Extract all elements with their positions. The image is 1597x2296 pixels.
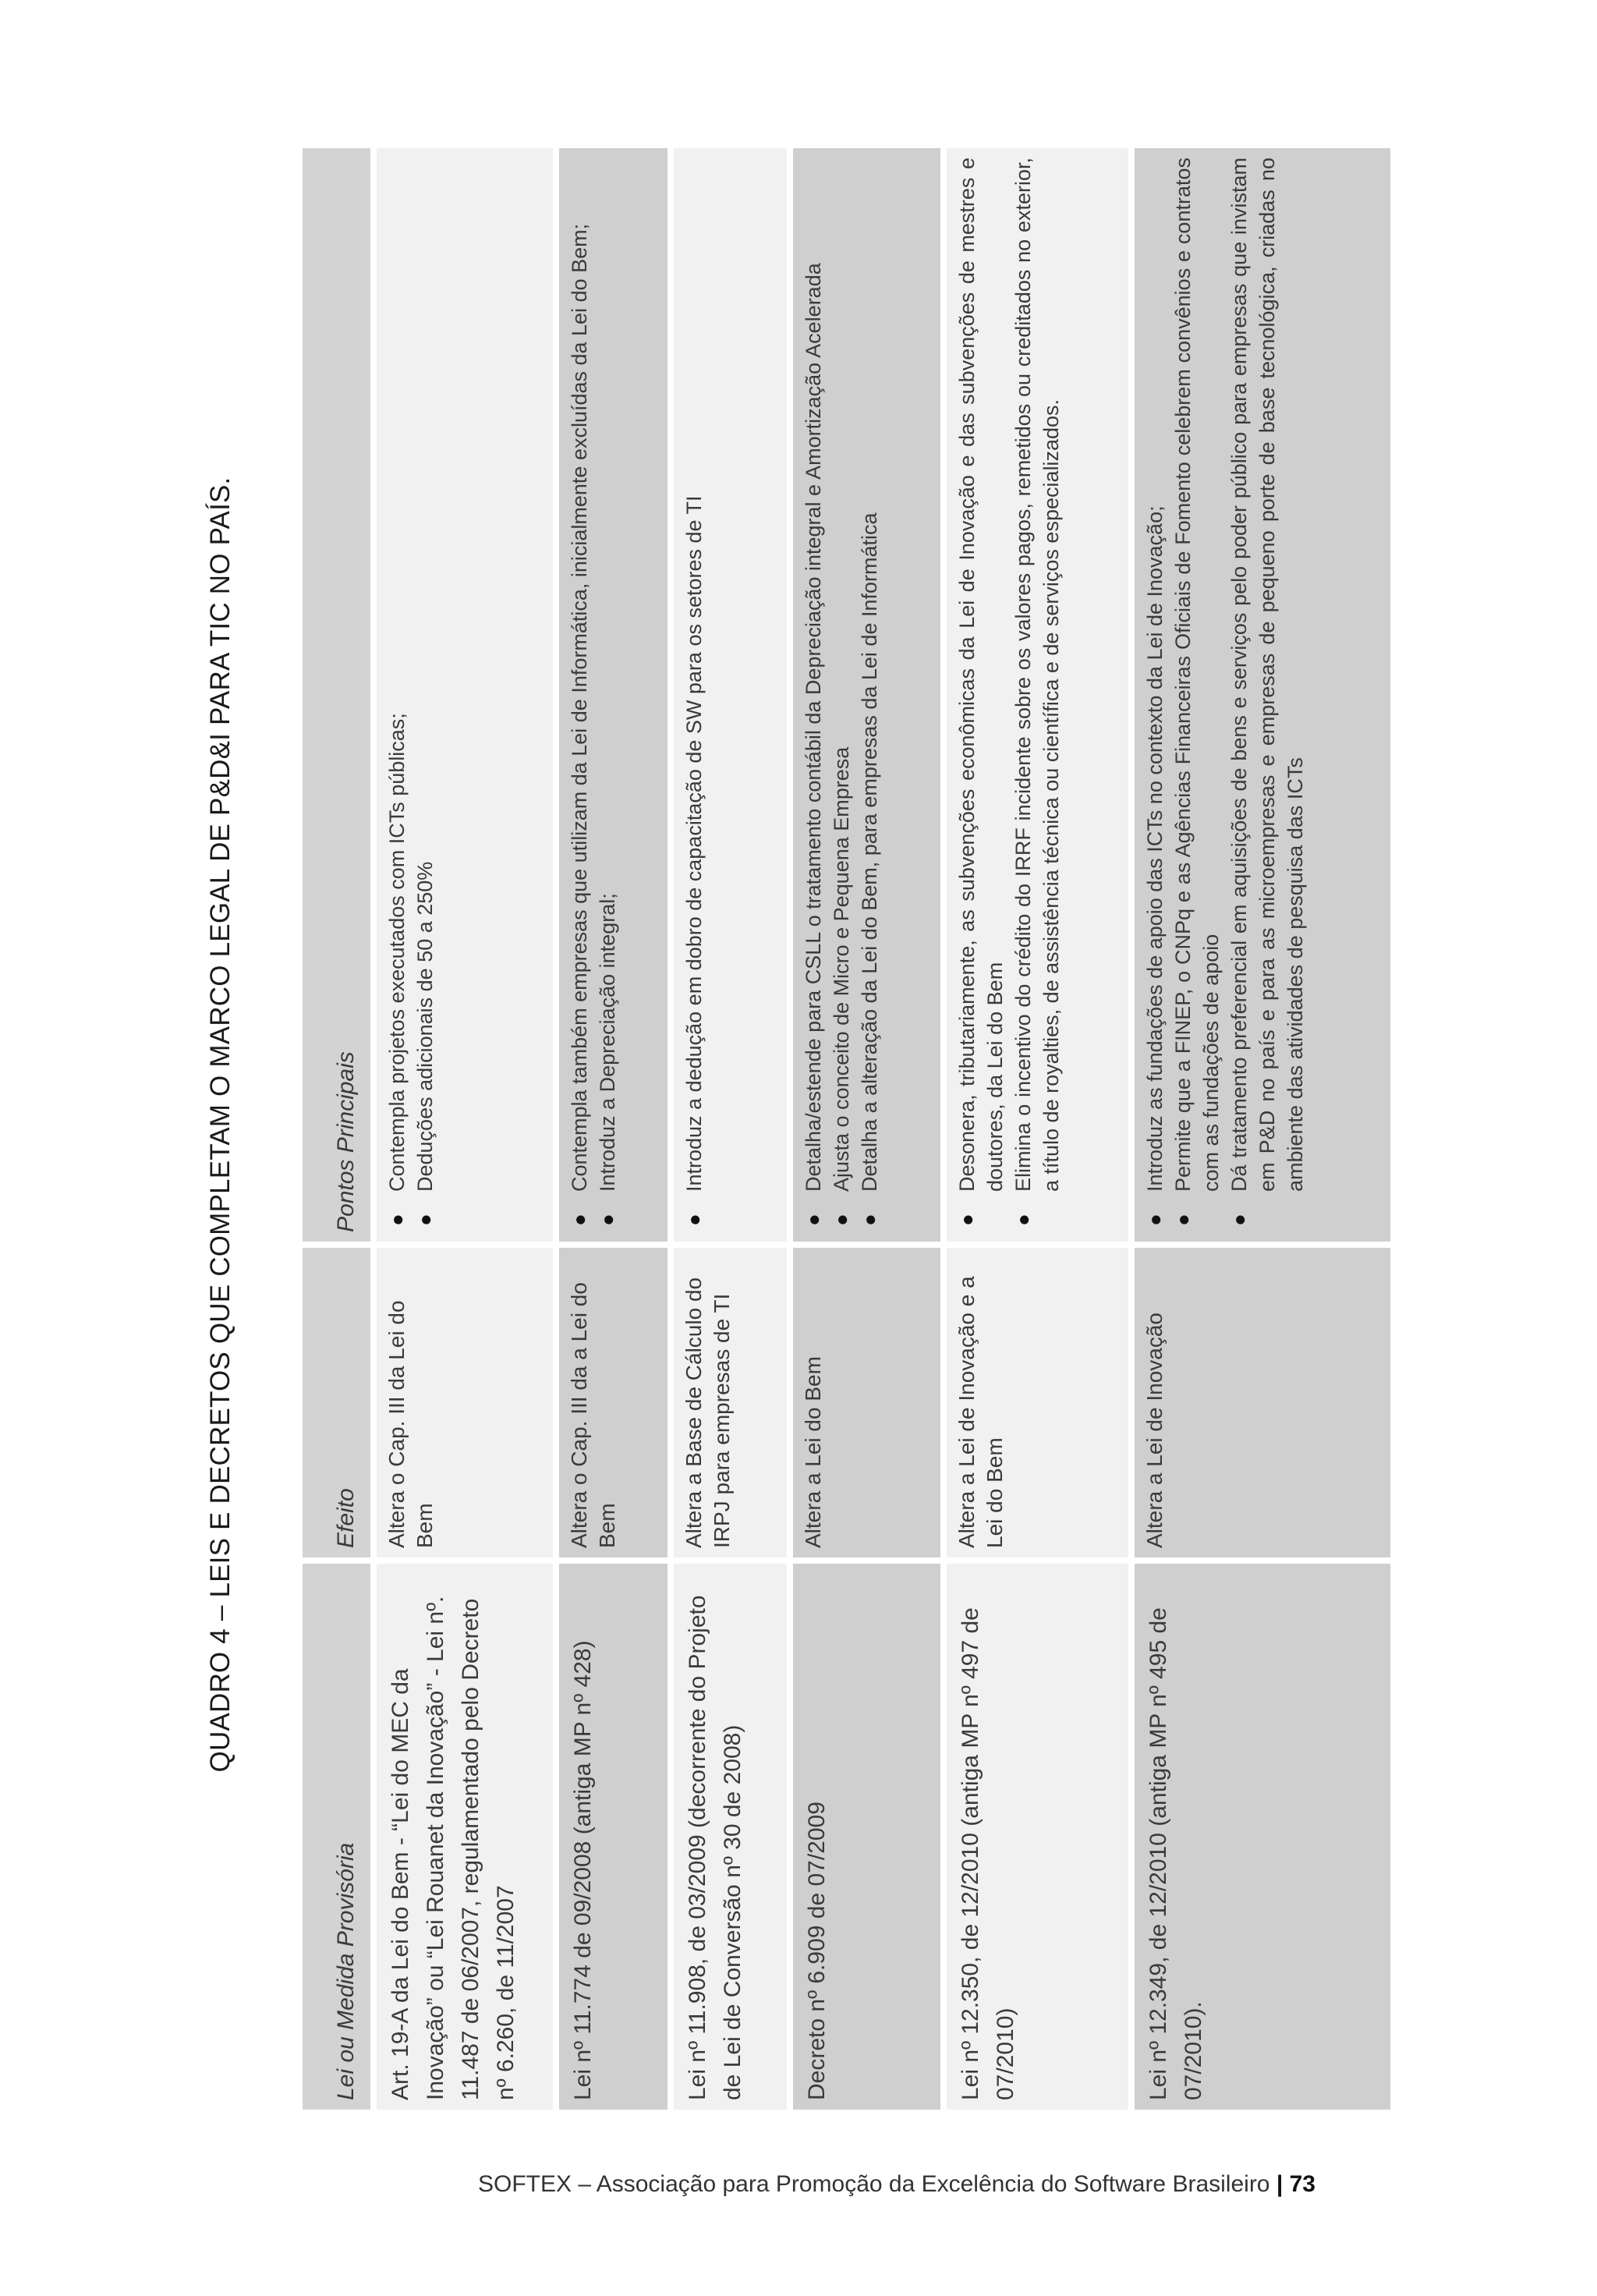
effect-cell: Altera a Lei de Inovação: [1135, 1248, 1390, 1557]
header-law: Lei ou Medida Provisória: [303, 1564, 370, 2110]
bullet-icon: ●: [830, 1214, 853, 1226]
header-effect: Efeito: [303, 1248, 370, 1557]
point-text: Introduz a Depreciação integral;: [596, 893, 619, 1192]
point-text: Ajusta o conceito de Micro e Pequena Empresa: [830, 746, 853, 1192]
point-item: [1141, 158, 1169, 1232]
bullet-icon: ●: [1143, 1214, 1167, 1226]
point-text: Contempla projetos executados com ICTs públicas;: [385, 713, 409, 1192]
header-points: Pontos Principais: [303, 148, 370, 1242]
bullet-icon: ●: [1227, 1214, 1251, 1226]
law-cell: Art. 19-A da Lei do Bem - “Lei do MEC da Inovação” ou “Lei Rouanet da Inovação” - Lei nº. 11.487 de 06/2007, regulamentado pelo Decreto nº 6.260, de 11/2007: [377, 1564, 553, 2110]
points-cell: [1135, 148, 1390, 1242]
point-item: [383, 158, 411, 1232]
footer-text: SOFTEX – Associação para Promoção da Excelência do Software Brasileiro: [478, 2171, 1270, 2197]
point-text: Desonera, tributariamente, as subvenções econômicas da Lei de Inovação e das subvenções de mestres e doutores, da Lei do Bem: [955, 158, 1007, 1192]
points-list: [383, 158, 439, 1232]
law-cell: Lei nº 12.349, de 12/2010 (antiga MP nº 495 de 07/2010).: [1135, 1564, 1390, 2110]
point-item: [953, 158, 1009, 1232]
effect-cell: Altera o Cap. III da Lei do Bem: [377, 1248, 553, 1557]
points-cell: [559, 148, 667, 1242]
points-cell: [793, 148, 940, 1242]
laws-table: [303, 148, 1394, 2110]
bullet-icon: ●: [802, 1214, 825, 1226]
point-item: [1225, 158, 1309, 1232]
bullet-icon: ●: [858, 1214, 881, 1226]
point-item: [855, 158, 883, 1232]
bullet-icon: ●: [682, 1214, 706, 1226]
point-text: Deduções adicionais de 50 a 250%: [413, 861, 437, 1192]
point-item: [827, 158, 855, 1232]
page-footer: [478, 2171, 1315, 2198]
point-item: [593, 158, 621, 1232]
point-text: Contempla também empresas que utilizam da Lei de Informática, inicialmente excluídas da Lei do Bem;: [568, 223, 591, 1192]
law-cell: Lei nº 11.908, de 03/2009 (decorrente do Projeto de Lei de Conversão nº 30 de 2008): [674, 1564, 787, 2110]
law-cell: Decreto nº 6.909 de 07/2009: [793, 1564, 940, 2110]
bullet-icon: ●: [1171, 1214, 1195, 1226]
table-title: QUADRO 4 – LEIS E DECRETOS QUE COMPLETAM O MARCO LEGAL DE P&D&I PARA TIC NO PAÍS.: [205, 477, 235, 1773]
bullet-icon: ●: [955, 1214, 979, 1226]
points-list: [799, 158, 883, 1232]
point-item: [799, 158, 827, 1232]
bullet-icon: ●: [596, 1214, 619, 1226]
point-text: Detalha/estende para CSLL o tratamento contábil da Depreciação integral e Amortização Acelerada: [802, 263, 825, 1192]
point-item: [680, 158, 708, 1232]
points-list: [565, 158, 621, 1232]
point-text: Introduz a dedução em dobro de capacitação de SW para os setores de TI: [682, 495, 706, 1192]
law-cell: Lei nº 11.774 de 09/2008 (antiga MP nº 428): [559, 1564, 667, 2110]
bullet-icon: ●: [568, 1214, 591, 1226]
points-list: [1141, 158, 1309, 1232]
point-item: [411, 158, 439, 1232]
points-list: [953, 158, 1065, 1232]
point-item: [1169, 158, 1225, 1232]
point-text: Dá tratamento preferencial em aquisições de bens e serviços pelo poder público para empresas que invistam em P&D no país e para as microempresas e empresas de pequeno porte de base tecnológica, criadas no ambiente das atividades de pesquisa das ICTs: [1227, 158, 1307, 1192]
effect-cell: Altera a Base de Cálculo do IRPJ para empresas de TI: [674, 1248, 787, 1557]
point-text: Introduz as fundações de apoio das ICTs no contexto da Lei de Inovação;: [1143, 505, 1167, 1192]
point-text: Detalha a alteração da Lei do Bem, para empresas da Lei de Informática: [858, 512, 881, 1192]
effect-cell: Altera a Lei do Bem: [793, 1248, 940, 1557]
bullet-icon: ●: [413, 1214, 437, 1226]
page-number: 73: [1289, 2171, 1315, 2197]
point-item: [565, 158, 593, 1232]
law-cell: Lei nº 12.350, de 12/2010 (antiga MP nº 497 de 07/2010): [947, 1564, 1128, 2110]
bullet-icon: ●: [1011, 1214, 1035, 1226]
point-item: [1009, 158, 1065, 1232]
points-cell: [947, 148, 1128, 1242]
point-text: Permite que a FINEP, o CNPq e as Agências Financeiras Oficiais de Fomento celebrem convênios e contratos com as fundações de apoio: [1171, 158, 1223, 1192]
points-list: [680, 158, 708, 1232]
point-text: Elimina o incentivo do crédito do IRRF incidente sobre os valores pagos, remetidos ou creditados no exterior, a título de royalties, de assistência técnica ou científica e de serviços especializados.: [1011, 158, 1063, 1192]
effect-cell: Altera o Cap. III da a Lei do Bem: [559, 1248, 667, 1557]
points-cell: [674, 148, 787, 1242]
footer-separator: |: [1276, 2171, 1284, 2197]
points-cell: [377, 148, 553, 1242]
bullet-icon: ●: [385, 1214, 409, 1226]
effect-cell: Altera a Lei de Inovação e a Lei do Bem: [947, 1248, 1128, 1557]
